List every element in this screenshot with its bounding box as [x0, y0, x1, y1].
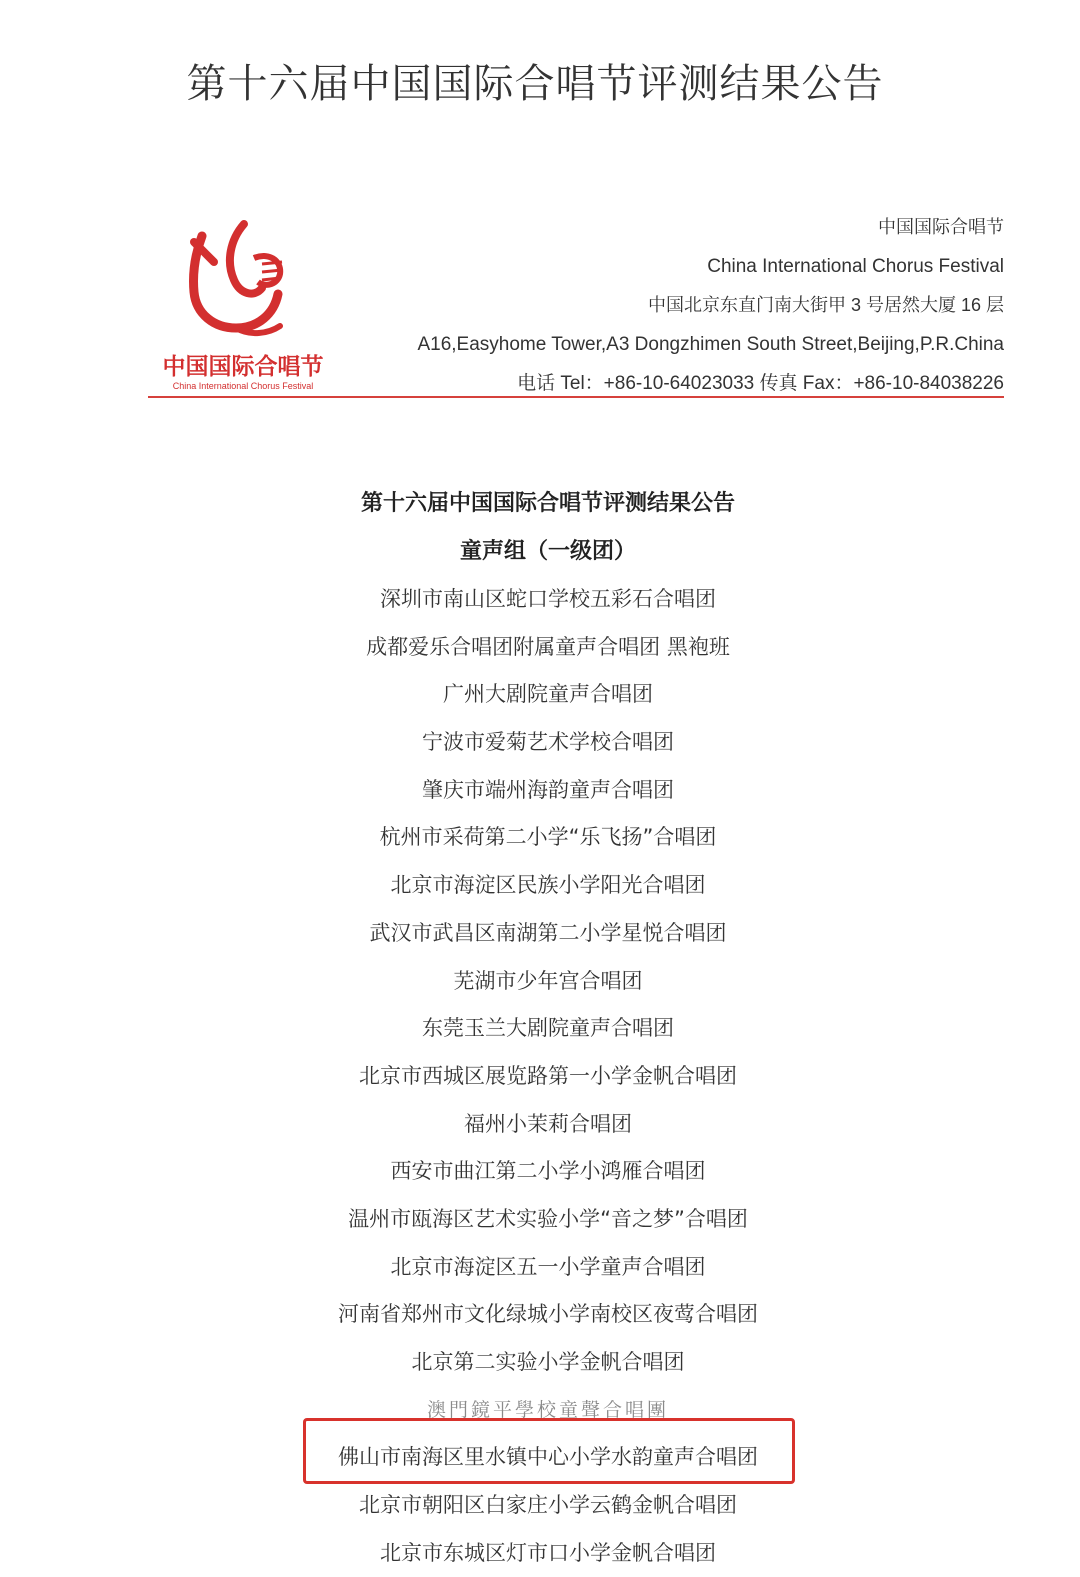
- org-name-en: China International Chorus Festival: [707, 256, 1004, 277]
- list-item: 深圳市南山区蛇口学校五彩石合唱团: [380, 587, 716, 611]
- list-item: 北京市东城区灯市口小学金帆合唱团: [380, 1540, 716, 1565]
- list-item: 宁波市爱菊艺术学校合唱团: [422, 730, 674, 755]
- list-item: 河南省郑州市文化绿城小学南校区夜莺合唱团: [338, 1302, 758, 1327]
- logo-name: 中国国际合唱节: [162, 354, 324, 380]
- highlight-box: [303, 1418, 795, 1484]
- announcement-title: 第十六届中国国际合唱节评测结果公告: [360, 491, 735, 516]
- dove-logo-icon: [158, 218, 328, 348]
- list-item: 北京第二实验小学金帆合唱团: [411, 1350, 685, 1374]
- letterhead-divider: [148, 396, 1004, 398]
- group-heading: 童声组（一级团）: [459, 539, 636, 564]
- logo-english-name: China International Chorus Festival: [172, 381, 314, 391]
- address-en: A16,Easyhome Tower,A3 Dongzhimen South Street,Beijing,P.R.China: [417, 334, 1004, 355]
- list-item: 广州大剧院童声合唱团: [443, 682, 653, 707]
- list-item: 福州小茉莉合唱团: [464, 1111, 632, 1136]
- list-item: 北京市海淀区民族小学阳光合唱团: [390, 873, 706, 898]
- list-item: 成都爱乐合唱团附属童声合唱团 黑袍班: [366, 634, 730, 659]
- org-name-cn: 中国国际合唱节: [878, 217, 1004, 237]
- list-item: 澳門鏡平學校童聲合唱團: [426, 1398, 669, 1421]
- list-item: 武汉市武昌区南湖第二小学星悦合唱团: [369, 920, 727, 945]
- list-item: 杭州市采荷第二小学“乐飞扬”合唱团: [379, 825, 717, 850]
- list-item: 东莞玉兰大剧院童声合唱团: [422, 1016, 674, 1041]
- list-item: 温州市瓯海区艺术实验小学“音之梦”合唱团: [348, 1206, 748, 1231]
- letterhead-contact: [417, 208, 1004, 403]
- list-item: 北京市朝阳区白家庄小学云鹤金帆合唱团: [359, 1493, 737, 1518]
- highlighted-list-item: 佛山市南海区里水镇中心小学水韵童声合唱团: [338, 1445, 758, 1470]
- address-cn: 中国北京东直门南大街甲 3 号居然大厦 16 层: [647, 295, 1004, 315]
- list-item: 肇庆市端州海韵童声合唱团: [422, 777, 674, 802]
- phone-fax: 电话 Tel：+86-10-64023033 传真 Fax：+86-10-84038226: [517, 373, 1004, 394]
- announcement: [0, 480, 1080, 1577]
- list-item: 北京市西城区展览路第一小学金帆合唱团: [359, 1063, 737, 1088]
- list-item: 西安市曲江第二小学小鸿雁合唱团: [390, 1159, 706, 1184]
- list-item: 北京市海淀区五一小学童声合唱团: [390, 1254, 706, 1279]
- page-title: 第十六届中国国际合唱节评测结果公告: [186, 61, 884, 107]
- festival-logo: [158, 218, 328, 396]
- list-item: 芜湖市少年宫合唱团: [453, 968, 643, 993]
